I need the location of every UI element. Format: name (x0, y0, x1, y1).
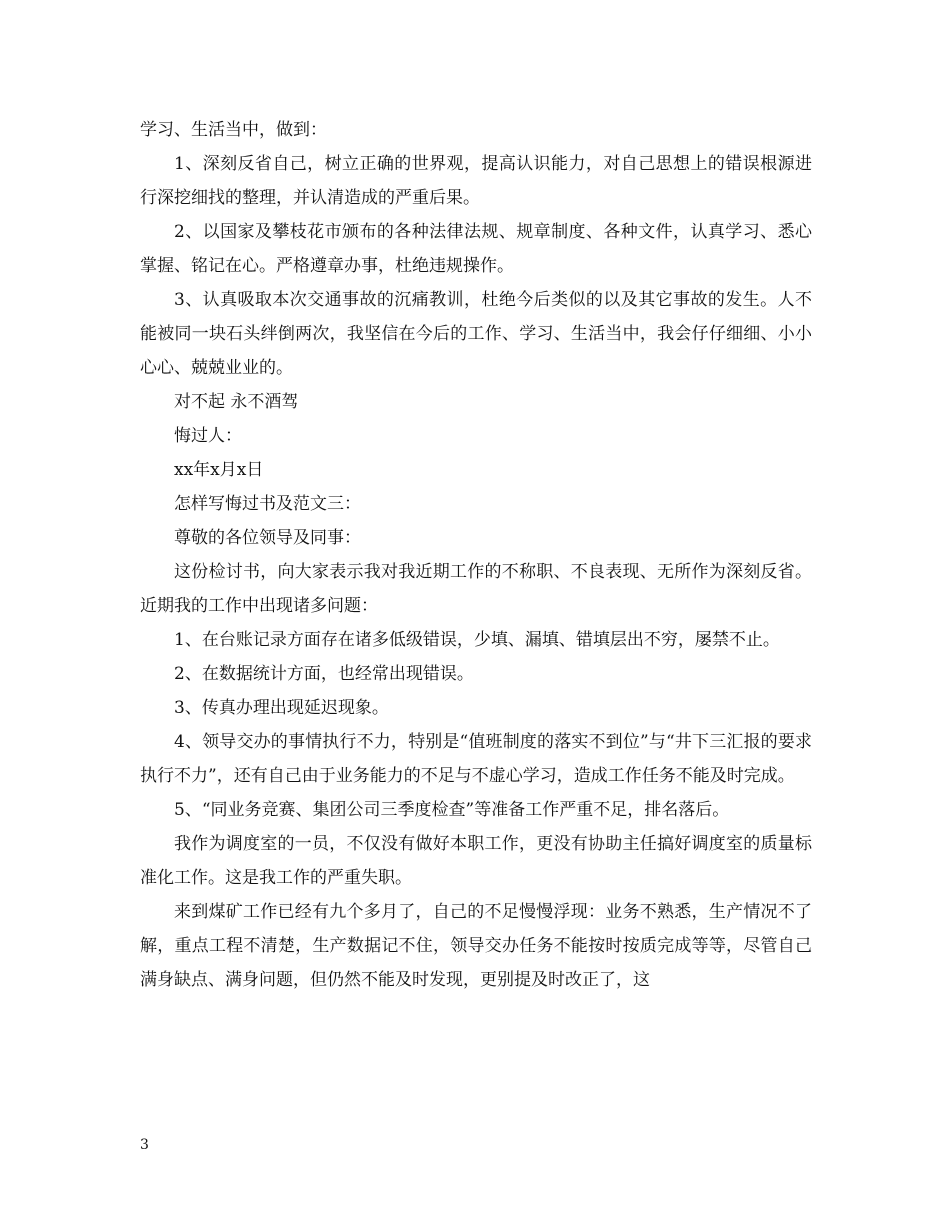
page-number: 3 (140, 1137, 149, 1153)
paragraph: 2、在数据统计方面，也经常出现错误。 (174, 664, 474, 684)
paragraph: 悔过人： (174, 426, 242, 446)
paragraph: 对不起 永不酒驾 (174, 392, 299, 412)
paragraph: 4、领导交办的事情执行不力，特别是“值班制度的落实不到位”与“井下三汇报的要求执行不力”，还有自己由于业务能力的不足与不虚心学习，造成工作任务不能及时完成。 (140, 732, 812, 786)
paragraph: 尊敬的各位领导及同事： (174, 528, 361, 548)
document-body (140, 113, 812, 997)
paragraph: 5、“同业务竞赛、集团公司三季度检查”等准备工作严重不足，排名落后。 (174, 800, 730, 820)
paragraph: 这份检讨书，向大家表示我对我近期工作的不称职、不良表现、无所作为深刻反省。 近期我的工作中出现诸多问题： (140, 562, 812, 616)
paragraph: 来到煤矿工作已经有九个多月了，自己的不足慢慢浮现：业务不熟悉，生产情况不了解，重点工程不清楚，生产数据记不住，领导交办任务不能按时按质完成等等，尽管自己满身缺点、满身问题，但仍然不能及时发现，更别提及时改正了，这 (140, 902, 812, 990)
paragraph: 怎样写悔过书及范文三： (174, 494, 361, 514)
paragraph: 1、在台账记录方面存在诸多低级错误，少填、漏填、错填层出不穷，屡禁不止。 (174, 630, 780, 650)
paragraph: 我作为调度室的一员，不仅没有做好本职工作，更没有协助主任搞好调度室的质量标准化工作。这是我工作的严重失职。 (140, 834, 812, 888)
paragraph: 学习、生活当中，做到： (140, 120, 327, 140)
paragraph: 3、传真办理出现延迟现象。 (174, 698, 389, 718)
paragraph: 2、以国家及攀枝花市颁布的各种法律法规、规章制度、各种文件，认真学习、悉心掌握、铭记在心。严格遵章办事，杜绝违规操作。 (140, 222, 812, 276)
paragraph: xx年x月x日 (174, 460, 264, 480)
paragraph: 3、认真吸取本次交通事故的沉痛教训，杜绝今后类似的以及其它事故的发生。人不能被同一块石头绊倒两次，我坚信在今后的工作、学习、生活当中，我会仔仔细细、小小心心、兢兢业业的。 (140, 290, 812, 378)
paragraph: 1、深刻反省自己，树立正确的世界观，提高认识能力，对自己思想上的错误根源进行深挖细找的整理，并认清造成的严重后果。 (140, 154, 812, 208)
